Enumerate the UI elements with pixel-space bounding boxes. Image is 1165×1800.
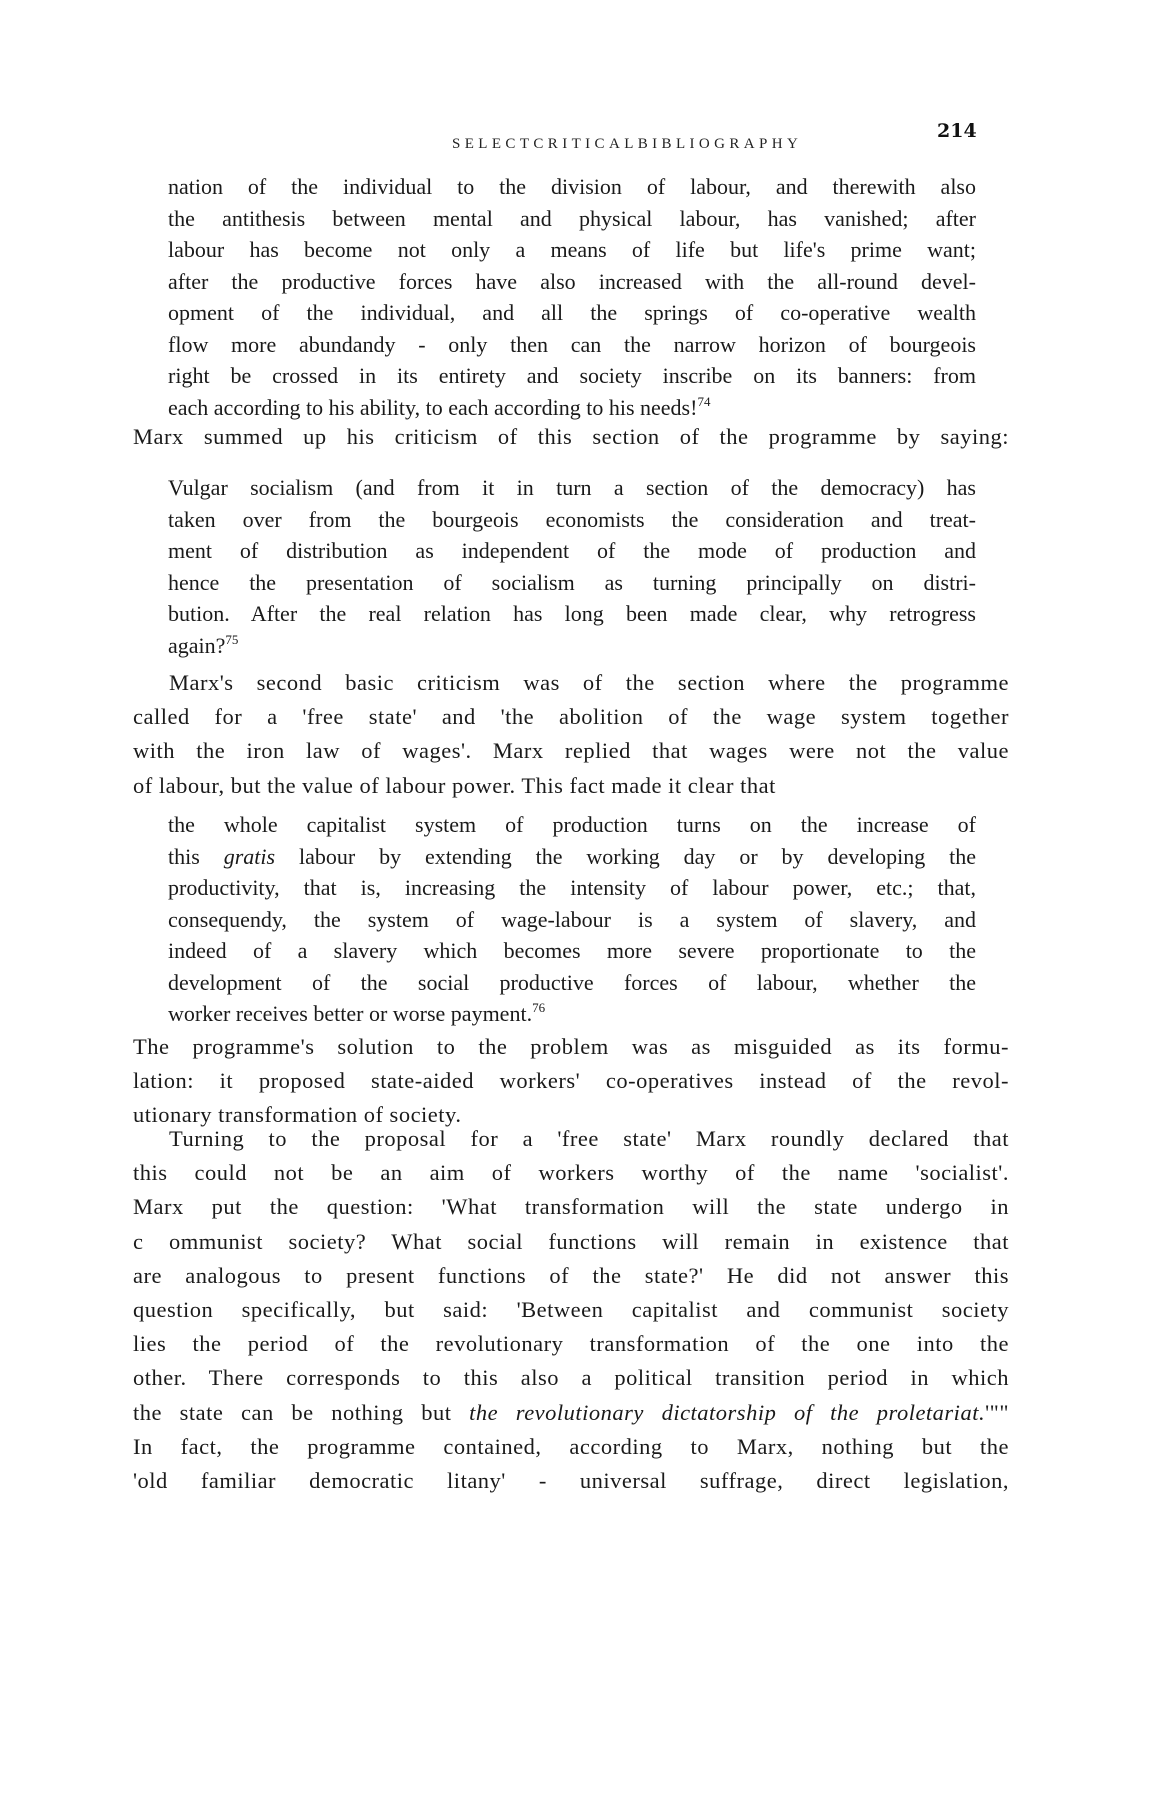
block-quote-1 <box>168 171 976 423</box>
page-number: 214 <box>937 120 977 142</box>
text-line: the state can be nothing but the revolutionary dictatorship of the proletariat.'"" <box>133 1399 1010 1425</box>
text-line: lation: it proposed state-aided workers' co-operatives instead of the revol- <box>133 1068 1009 1094</box>
paragraph-4 <box>133 1122 1009 1498</box>
text-line: Marx put the question: 'What transformation will the state undergo in <box>133 1194 1009 1220</box>
text-line: Vulgar socialism (and from it in turn a section of the democracy) has <box>168 475 976 500</box>
text-line: the whole capitalist system of production turns on the increase of <box>168 812 976 837</box>
text-line: c ommunist society? What social functions will remain in existence that <box>133 1228 1009 1254</box>
text-line: flow more abundandy - only then can the narrow horizon of bourgeois <box>168 331 976 357</box>
text-line: called for a 'free state' and 'the abolition of the wage system together <box>133 704 1009 730</box>
footnote-marker: 74 <box>697 393 711 409</box>
footnote-marker: 76 <box>532 1000 546 1015</box>
text-line: this could not be an aim of workers worthy of the name 'socialist'. <box>133 1160 1009 1186</box>
text-line: of labour, but the value of labour power. This fact made it clear that <box>133 772 776 798</box>
text-line: again?$^{75}$ <box>168 631 239 658</box>
text-line: hence the presentation of socialism as turning principally on distri- <box>168 569 976 595</box>
text-line: consequendy, the system of wage-labour is a system of slavery, and <box>168 906 976 932</box>
emphasis: gratis <box>223 843 276 869</box>
text-line: The programme's solution to the problem was as misguided as its formu- <box>133 1034 1009 1059</box>
text-line: development of the social productive forces of labour, whether the <box>168 969 976 995</box>
text-line: the antithesis between mental and physical labour, has vanished; after <box>168 205 976 231</box>
text-line: utionary transformation of society. <box>133 1102 462 1128</box>
text-line: each according to his ability, to each according to his needs!$^{74}$ <box>168 393 711 420</box>
block-quote-3 <box>168 809 976 1030</box>
text-line: other. There corresponds to this also a political transition period in which <box>133 1365 1009 1391</box>
text-line: ment of distribution as independent of the mode of production and <box>168 538 976 563</box>
text-line: Marx summed up his criticism of this section of the programme by saying: <box>133 424 1009 449</box>
running-head: SELECTCRITICALBIBLIOGRAPHY <box>452 136 803 152</box>
paragraph-1 <box>133 420 1009 454</box>
footnote-marker: 75 <box>225 631 239 647</box>
block-quote-2 <box>168 472 976 661</box>
text-line: productivity, that is, increasing the intensity of labour power, etc.; that, <box>168 875 976 900</box>
paragraph-3 <box>133 1030 1009 1133</box>
text-line: with the iron law of wages'. Marx replied that wages were not the value <box>133 738 1009 764</box>
text-line: opment of the individual, and all the springs of co-operative wealth <box>168 300 976 325</box>
text-line: Turning to the proposal for a 'free state' Marx roundly declared that <box>169 1126 1009 1151</box>
text-line: 'old familiar democratic litany' - universal suffrage, direct legislation, <box>133 1468 1009 1494</box>
text-line: indeed of a slavery which becomes more severe proportionate to the <box>168 938 976 963</box>
text-line: taken over from the bourgeois economists the consideration and treat- <box>168 506 976 532</box>
text-line: labour has become not only a means of life but life's prime want; <box>168 237 976 262</box>
text-line: right be crossed in its entirety and society inscribe on its banners: from <box>168 363 976 388</box>
text-line: worker receives better or worse payment.$^{76}$ <box>168 1000 546 1026</box>
text-line: bution. After the real relation has long been made clear, why retrogress <box>168 601 976 626</box>
text-line: are analogous to present functions of the state?' He did not answer this <box>133 1262 1009 1288</box>
paragraph-2 <box>133 666 1009 803</box>
text-line: this gratis labour by extending the working day or by developing the <box>168 843 976 869</box>
emphasis: the revolutionary dictatorship of the proletariat. <box>469 1399 986 1425</box>
footnote-marker: '"" <box>985 1399 1010 1425</box>
text-line: Marx's second basic criticism was of the section where the programme <box>169 670 1009 695</box>
text-line: after the productive forces have also increased with the all-round devel- <box>168 268 976 294</box>
text-line: question specifically, but said: 'Between capitalist and communist society <box>133 1297 1009 1323</box>
text-line: lies the period of the revolutionary transformation of the one into the <box>133 1331 1009 1357</box>
text-line: In fact, the programme contained, according to Marx, nothing but the <box>133 1433 1009 1459</box>
text-line: nation of the individual to the division of labour, and therewith also <box>168 174 976 199</box>
